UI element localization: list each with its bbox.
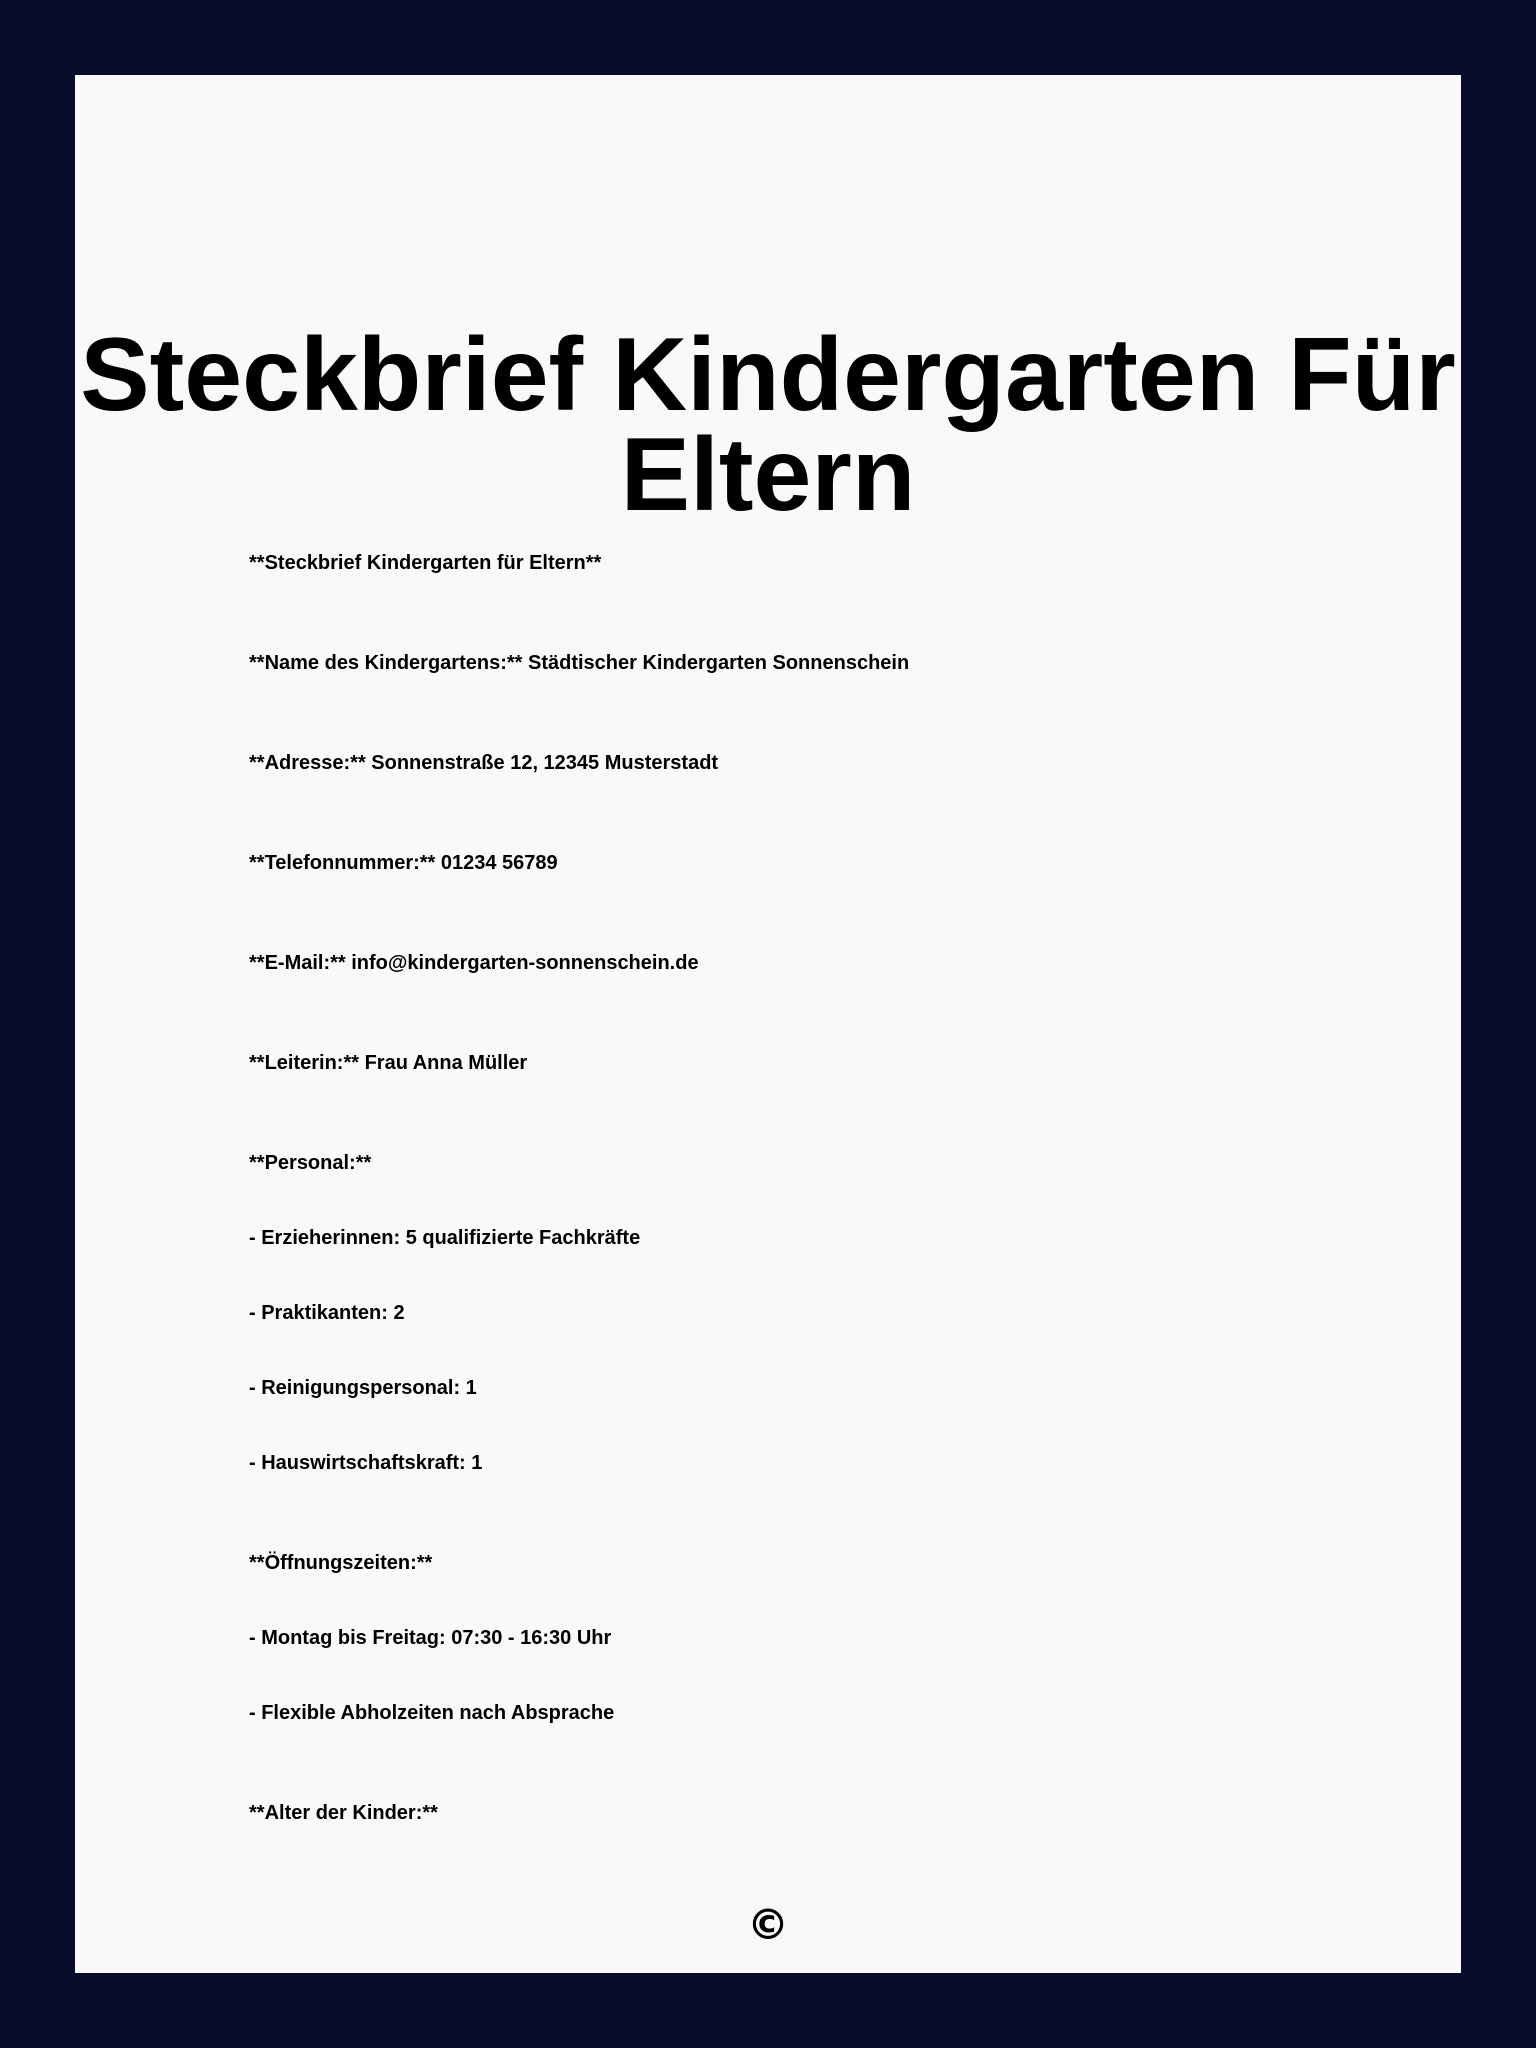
opening-hours-item: - Flexible Abholzeiten nach Absprache (249, 1702, 615, 1724)
staff-item: - Praktikanten: 2 (249, 1302, 405, 1324)
email-line: **E-Mail:** info@kindergarten-sonnenschein.de (249, 952, 699, 974)
copyright-icon: © (747, 1900, 789, 1949)
director-line: **Leiterin:** Frau Anna Müller (249, 1052, 528, 1074)
kindergarten-name-line: **Name des Kindergartens:** Städtischer Kindergarten Sonnenschein (249, 652, 910, 674)
staff-item: - Hauswirtschaftskraft: 1 (249, 1452, 483, 1474)
doc-heading-line: **Steckbrief Kindergarten für Eltern** (249, 552, 602, 574)
staff-item: - Reinigungspersonal: 1 (249, 1377, 477, 1399)
children-age-heading: **Alter der Kinder:** (249, 1802, 438, 1824)
opening-hours-item: - Montag bis Freitag: 07:30 - 16:30 Uhr (249, 1627, 612, 1649)
staff-item: - Erzieherinnen: 5 qualifizierte Fachkräfte (249, 1227, 641, 1249)
document-title: Steckbrief Kindergarten Für Eltern (80, 317, 1456, 533)
phone-line: **Telefonnummer:** 01234 56789 (249, 852, 558, 874)
staff-heading: **Personal:** (249, 1152, 372, 1174)
address-line: **Adresse:** Sonnenstraße 12, 12345 Musterstadt (249, 752, 719, 774)
opening-hours-heading: **Öffnungszeiten:** (249, 1552, 433, 1574)
document-page (75, 75, 1461, 1973)
